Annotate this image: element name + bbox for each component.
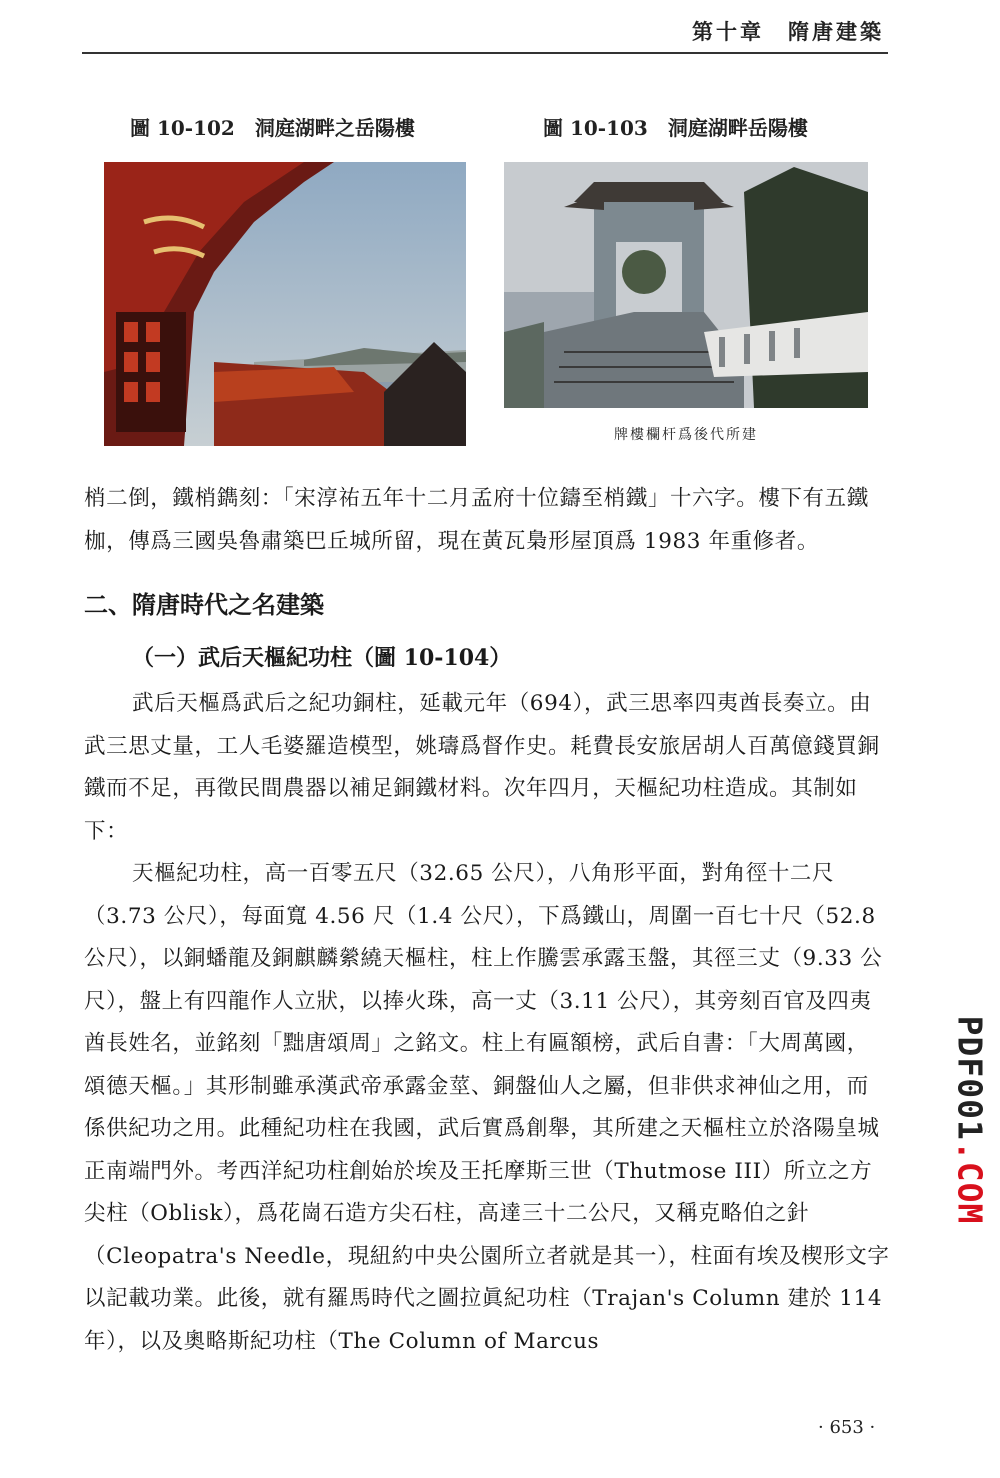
chapter-title: 第十章 隋唐建築 xyxy=(692,19,884,44)
watermark-main: PDF001 xyxy=(950,1015,990,1141)
figure-caption-10-102: 圖 10-102 洞庭湖畔之岳陽樓 xyxy=(130,116,415,140)
figure-caption-10-103: 圖 10-103 洞庭湖畔岳陽樓 xyxy=(543,116,808,140)
running-header xyxy=(82,0,888,54)
subsection-heading: （一）武后天樞紀功柱（圖 10-104） xyxy=(132,645,512,671)
figure-note-10-103: 牌樓欄杆爲後代所建 xyxy=(614,427,758,443)
intro-paragraph: 梢二倒，鐵梢鐫刻：「宋淳祐五年十二月孟府十位鑄至梢鐵」十六字。樓下有五鐵枷，傳爲三國吳魯肅築巴丘城所留，現在黃瓦梟形屋頂爲 1983 年重修者。 xyxy=(84,486,869,554)
section-heading: 二、隋唐時代之名建築 xyxy=(84,590,324,619)
watermark-logo xyxy=(944,1010,996,1230)
body-paragraph-1: 武后天樞爲武后之紀功銅柱，延載元年（694），武三思率四夷酋長奏立。由武三思丈量，工人毛婆羅造模型，姚璹爲督作史。耗費長安旅居胡人百萬億錢買銅鐵而不足，再徵民間農器以補足銅鐵材料。次年四月，天樞紀功柱造成。其制如下： xyxy=(84,691,880,844)
page-number: · 653 · xyxy=(818,1417,876,1438)
body-paragraph-2: 天樞紀功柱，高一百零五尺（32.65 公尺），八角形平面，對角徑十二尺（3.73 公尺），每面寬 4.56 尺（1.4 公尺），下爲鐵山，周圍一百七十尺（52.8 公尺），以銅蟠龍及銅麒麟縈繞天樞柱，柱上作騰雲承露玉盤，其徑三丈（9.33 公尺），盤上有四龍作人立狀，以捧火珠，高一丈（3.11 公尺），其旁刻百官及四夷酋長姓名，並銘刻「黜唐頌周」之銘文。柱上有匾額榜，武后自書：「大周萬國，頌德天樞。」其形制雖承漢武帝承露金莖、銅盤仙人之屬，但非供求神仙之用，而係供紀功之用。此種紀功柱在我國，武后實爲創舉，其所建之天樞柱立於洛陽皇城正南端門外。考西洋紀功柱創始於埃及王托摩斯三世（Thutmose III）所立之方尖柱（Oblisk），爲花崗石造方尖石柱，高達三十二公尺，又稱克略伯之針（Cleopatra's Needle，現紐約中央公園所立者就是其一），柱面有埃及楔形文字以記載功業。此後，就有羅馬時代之圖拉眞紀功柱（Trajan's Column 建於 114 年），以及奧略斯紀功柱（The Column of Marcus xyxy=(84,861,890,1354)
yueyang-tower-eaves-photo xyxy=(104,162,466,446)
yueyang-tower-gate-photo xyxy=(504,162,868,408)
watermark-suffix: .COM xyxy=(950,1140,990,1225)
